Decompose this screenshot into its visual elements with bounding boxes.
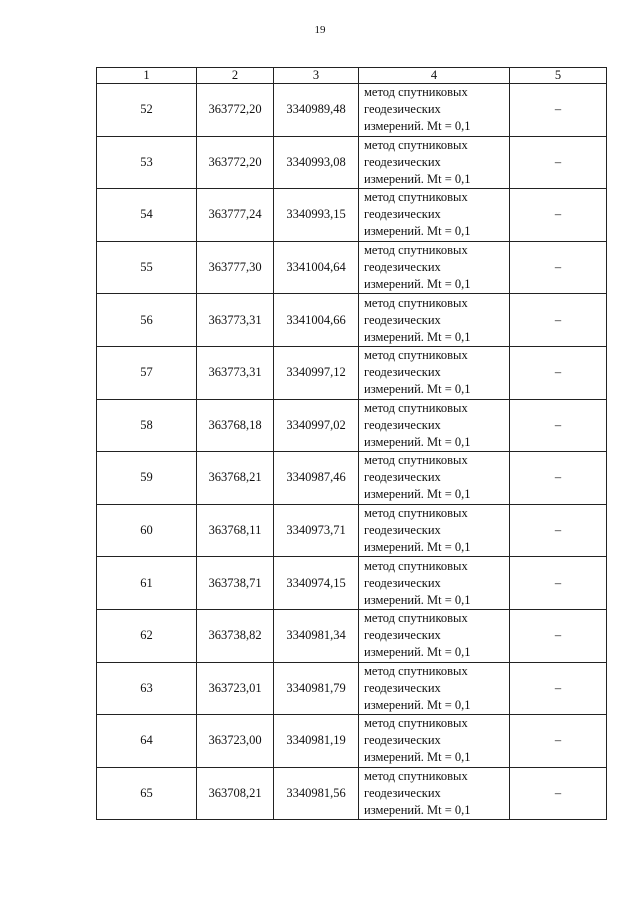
description-cell: – [510,346,607,399]
method-line: метод спутниковых [364,348,468,363]
table-row [97,294,607,347]
table-row [97,399,607,452]
method-cell [359,346,510,399]
method-line: геодезических [364,470,441,485]
description-cell: – [510,84,607,137]
method-cell [359,504,510,557]
description-cell: – [510,715,607,768]
table-row [97,609,607,662]
x-coordinate-cell: 363768,18 [197,399,274,452]
x-coordinate-cell: 363738,71 [197,557,274,610]
description-cell: – [510,189,607,242]
method-line: метод спутниковых [364,453,468,468]
point-number-cell: 59 [97,452,197,505]
description-cell: – [510,767,607,820]
x-coordinate-cell: 363773,31 [197,346,274,399]
method-line: метод спутниковых [364,663,468,678]
y-coordinate-cell: 3340981,79 [274,662,359,715]
table-row [97,662,607,715]
point-number-cell: 52 [97,84,197,137]
y-coordinate-cell: 3340997,12 [274,346,359,399]
description-cell: – [510,662,607,715]
point-number-cell: 55 [97,241,197,294]
point-number-cell: 61 [97,557,197,610]
method-line: метод спутниковых [364,85,468,100]
method-line: метод спутниковых [364,400,468,415]
method-cell [359,662,510,715]
point-number-cell: 60 [97,504,197,557]
x-coordinate-cell: 363768,21 [197,452,274,505]
description-cell: – [510,294,607,347]
table-row [97,241,607,294]
method-line: измерений. Mt = 0,1 [364,171,471,186]
y-coordinate-cell: 3341004,66 [274,294,359,347]
method-line: измерений. Mt = 0,1 [364,540,471,555]
x-coordinate-cell: 363708,21 [197,767,274,820]
method-cell [359,767,510,820]
method-line: измерений. Mt = 0,1 [364,277,471,292]
point-number-cell: 58 [97,399,197,452]
method-cell [359,189,510,242]
method-line: геодезических [364,575,441,590]
method-cell [359,241,510,294]
page-number: 19 [314,24,326,36]
method-line: геодезических [364,733,441,748]
method-cell [359,452,510,505]
description-cell: – [510,399,607,452]
x-coordinate-cell: 363772,20 [197,136,274,189]
header-row [97,68,607,84]
method-line: измерений. Mt = 0,1 [364,434,471,449]
method-line: измерений. Mt = 0,1 [364,487,471,502]
method-line: измерений. Mt = 0,1 [364,803,471,818]
header-cell-1: 1 [97,68,197,84]
x-coordinate-cell: 363723,00 [197,715,274,768]
x-coordinate-cell: 363738,82 [197,609,274,662]
table-row [97,452,607,505]
description-cell: – [510,136,607,189]
method-cell [359,557,510,610]
method-line: измерений. Mt = 0,1 [364,119,471,134]
description-cell: – [510,609,607,662]
point-number-cell: 65 [97,767,197,820]
method-line: метод спутниковых [364,506,468,521]
method-cell [359,136,510,189]
table-body [97,84,607,820]
point-number-cell: 64 [97,715,197,768]
table-row [97,189,607,242]
method-line: геодезических [364,207,441,222]
x-coordinate-cell: 363772,20 [197,84,274,137]
method-line: геодезических [364,260,441,275]
method-line: метод спутниковых [364,769,468,784]
method-line: метод спутниковых [364,611,468,626]
method-line: геодезических [364,417,441,432]
description-cell: – [510,504,607,557]
table-row [97,136,607,189]
header-cell-4: 4 [359,68,510,84]
table-row [97,84,607,137]
description-cell: – [510,557,607,610]
method-line: измерений. Mt = 0,1 [364,697,471,712]
y-coordinate-cell: 3340974,15 [274,557,359,610]
method-line: геодезических [364,365,441,380]
method-cell [359,609,510,662]
header-cell-3: 3 [274,68,359,84]
method-line: метод спутниковых [364,558,468,573]
y-coordinate-cell: 3340997,02 [274,399,359,452]
point-number-cell: 56 [97,294,197,347]
method-cell [359,399,510,452]
method-line: геодезических [364,628,441,643]
point-number-cell: 53 [97,136,197,189]
description-cell: – [510,241,607,294]
method-line: измерений. Mt = 0,1 [364,382,471,397]
y-coordinate-cell: 3340987,46 [274,452,359,505]
method-line: геодезических [364,523,441,538]
method-line: метод спутниковых [364,137,468,152]
method-line: геодезических [364,786,441,801]
table-row [97,715,607,768]
table-row [97,346,607,399]
method-cell [359,715,510,768]
method-line: измерений. Mt = 0,1 [364,592,471,607]
y-coordinate-cell: 3340993,15 [274,189,359,242]
method-cell [359,294,510,347]
y-coordinate-cell: 3341004,64 [274,241,359,294]
method-line: измерений. Mt = 0,1 [364,750,471,765]
method-cell [359,84,510,137]
method-line: геодезических [364,154,441,169]
point-number-cell: 63 [97,662,197,715]
y-coordinate-cell: 3340993,08 [274,136,359,189]
method-line: геодезических [364,312,441,327]
method-line: измерений. Mt = 0,1 [364,224,471,239]
x-coordinate-cell: 363723,01 [197,662,274,715]
method-line: геодезических [364,102,441,117]
x-coordinate-cell: 363773,31 [197,294,274,347]
method-line: измерений. Mt = 0,1 [364,329,471,344]
method-line: метод спутниковых [364,716,468,731]
point-number-cell: 62 [97,609,197,662]
x-coordinate-cell: 363768,11 [197,504,274,557]
point-number-cell: 54 [97,189,197,242]
y-coordinate-cell: 3340981,56 [274,767,359,820]
table-row [97,504,607,557]
x-coordinate-cell: 363777,30 [197,241,274,294]
method-line: метод спутниковых [364,295,468,310]
point-number-cell: 57 [97,346,197,399]
method-line: метод спутниковых [364,190,468,205]
header-cell-2: 2 [197,68,274,84]
y-coordinate-cell: 3340989,48 [274,84,359,137]
x-coordinate-cell: 363777,24 [197,189,274,242]
method-line: геодезических [364,680,441,695]
description-cell: – [510,452,607,505]
y-coordinate-cell: 3340981,19 [274,715,359,768]
y-coordinate-cell: 3340973,71 [274,504,359,557]
method-line: метод спутниковых [364,243,468,258]
coordinates-table [96,67,607,820]
method-line: измерений. Mt = 0,1 [364,645,471,660]
table-row [97,557,607,610]
header-cell-5: 5 [510,68,607,84]
table-row [97,767,607,820]
y-coordinate-cell: 3340981,34 [274,609,359,662]
